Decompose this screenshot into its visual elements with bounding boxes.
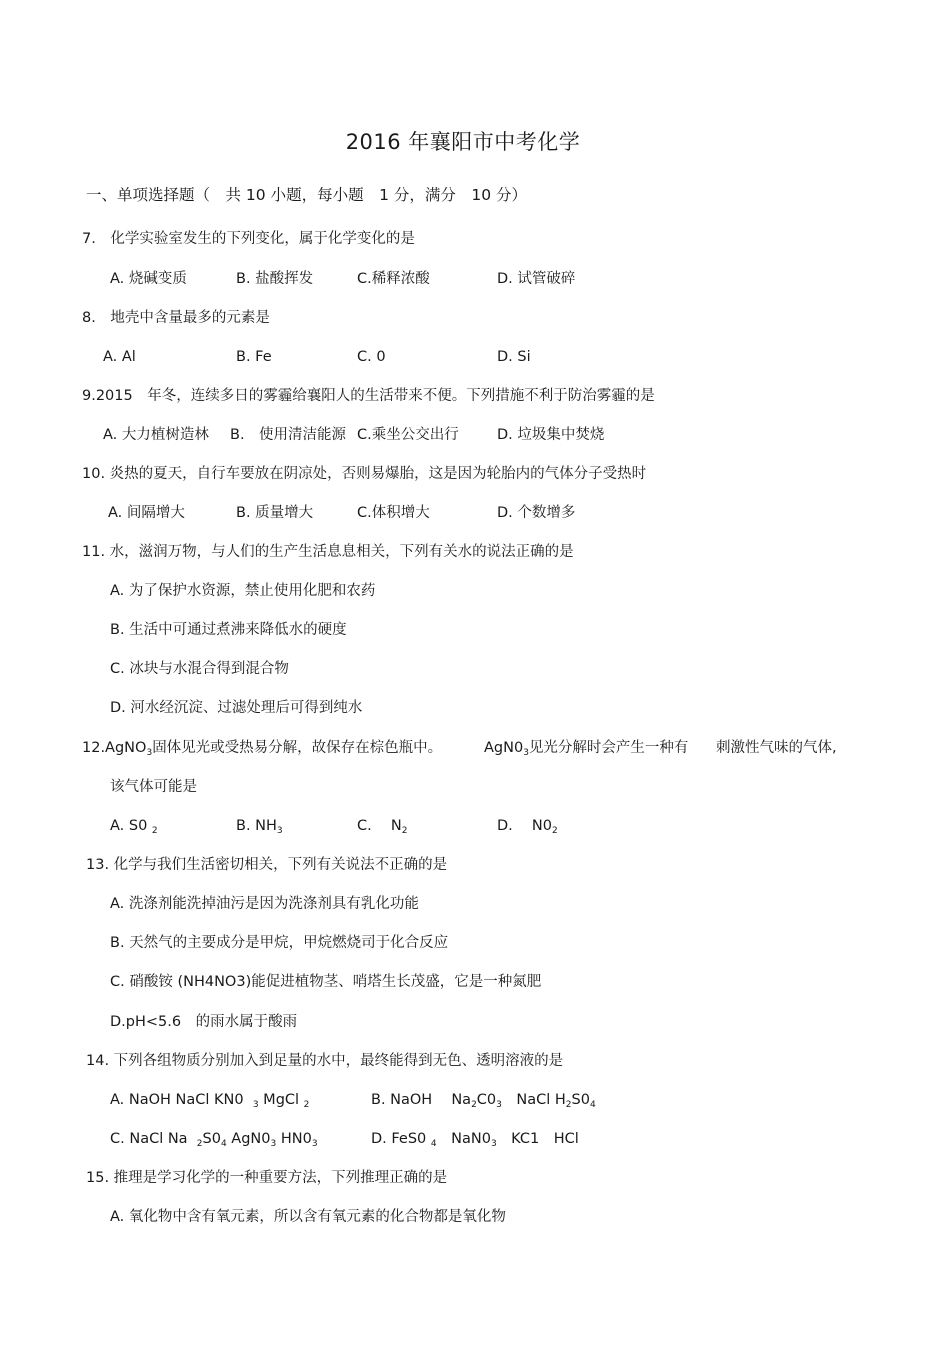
question-9-option-c: C.乘坐公交出行 bbox=[357, 427, 459, 443]
question-11-option-c: C. 冰块与水混合得到混合物 bbox=[110, 661, 289, 677]
question-14-option-a: A. NaOH NaCl KN0 $_3$ MgCl $_2$ bbox=[110, 1092, 310, 1110]
question-10-option-d: D. 个数增多 bbox=[497, 505, 576, 521]
question-12-stem-line2: 该气体可能是 bbox=[110, 779, 197, 795]
page-title: 2016 年襄阳市中考化学 bbox=[345, 130, 581, 154]
question-11-option-a: A. 为了保护水资源，禁止使用化肥和农药 bbox=[110, 583, 376, 599]
question-8-option-a: A. Al bbox=[103, 349, 136, 365]
question-13-stem: 13. 化学与我们生活密切相关，下列有关说法不正确的是 bbox=[86, 857, 448, 873]
question-11-stem: 11. 水，滋润万物，与人们的生产生活息息相关，下列有关水的说法正确的是 bbox=[82, 544, 574, 560]
question-8-option-d: D. Si bbox=[497, 349, 531, 365]
question-10-option-b: B. 质量增大 bbox=[236, 505, 314, 521]
question-12-option-a: A. S0 $_2$ bbox=[110, 818, 158, 836]
question-15-option-a: A. 氧化物中含有氧元素，所以含有氧元素的化合物都是氧化物 bbox=[110, 1209, 506, 1225]
question-10-option-a: A. 间隔增大 bbox=[108, 505, 185, 521]
question-12-option-d: D. $N0_2$ bbox=[497, 818, 558, 836]
question-14-option-b: B. NaOH $Na_2C0_3$ NaCl $H_2S0_4$ bbox=[371, 1092, 596, 1110]
question-12-stem-part3: 刺激性气味的气体, bbox=[716, 740, 837, 756]
section-heading: 一、单项选择题（ 共 10 小题，每小题 1 分，满分 10 分） bbox=[86, 186, 528, 204]
question-15-stem: 15. 推理是学习化学的一种重要方法，下列推理正确的是 bbox=[86, 1170, 448, 1186]
question-7-option-a: A. 烧碱变质 bbox=[110, 271, 187, 287]
question-8-option-c: C. 0 bbox=[357, 349, 386, 365]
question-13-option-d: D.pH<5.6 的雨水属于酸雨 bbox=[110, 1014, 298, 1030]
question-11-option-b: B. 生活中可通过煮沸来降低水的硬度 bbox=[110, 622, 347, 638]
question-12-option-b: B. $NH_3$ bbox=[236, 818, 283, 836]
question-8-option-b: B. Fe bbox=[236, 349, 272, 365]
question-14-option-d: D. FeS0 $_4$ $NaN0_3$ KC1 HCl bbox=[371, 1131, 579, 1149]
question-14-stem: 14. 下列各组物质分别加入到足量的水中，最终能得到无色、透明溶液的是 bbox=[86, 1053, 564, 1069]
question-13-option-c: C. 硝酸铵 (NH4NO3)能促进植物茎、哨塔生长茂盛，它是一种氮肥 bbox=[110, 974, 542, 990]
question-9-option-b: B. 使用清洁能源 bbox=[230, 427, 347, 443]
question-12-stem: 12.AgNO$_3$固体见光或受热易分解，故保存在棕色瓶中。 bbox=[82, 740, 443, 758]
question-10-option-c: C.体积增大 bbox=[357, 505, 430, 521]
question-7-option-d: D. 试管破碎 bbox=[497, 271, 576, 287]
question-11-option-d: D. 河水经沉淀、过滤处理后可得到纯水 bbox=[110, 700, 363, 716]
question-9-option-a: A. 大力植树造林 bbox=[103, 427, 209, 443]
question-14-option-c: C. NaCl Na $_2S0_4$ $AgN0_3$ $HN0_3$ bbox=[110, 1131, 318, 1149]
question-12-stem-part2: $AgN0_3$见光分解时会产生一种有 bbox=[484, 740, 689, 758]
question-13-option-b: B. 天然气的主要成分是甲烷，甲烷燃烧司于化合反应 bbox=[110, 935, 449, 951]
question-8-stem: 8. 地壳中含量最多的元素是 bbox=[82, 310, 270, 326]
question-9-option-d: D. 垃圾集中焚烧 bbox=[497, 427, 605, 443]
question-7-option-c: C.稀释浓酸 bbox=[357, 271, 430, 287]
question-9-stem: 9.2015 年冬，连续多日的雾霾给襄阳人的生活带来不便。下列措施不利于防治雾霾的是 bbox=[82, 388, 655, 404]
question-13-option-a: A. 洗涤剂能洗掉油污是因为洗涤剂具有乳化功能 bbox=[110, 896, 419, 912]
question-7-stem: 7. 化学实验室发生的下列变化，属于化学变化的是 bbox=[82, 231, 415, 247]
question-10-stem: 10. 炎热的夏天，自行车要放在阴凉处，否则易爆胎，这是因为轮胎内的气体分子受热时 bbox=[82, 466, 647, 482]
question-12-option-c: C. $N_2$ bbox=[357, 818, 408, 836]
question-7-option-b: B. 盐酸挥发 bbox=[236, 271, 314, 287]
